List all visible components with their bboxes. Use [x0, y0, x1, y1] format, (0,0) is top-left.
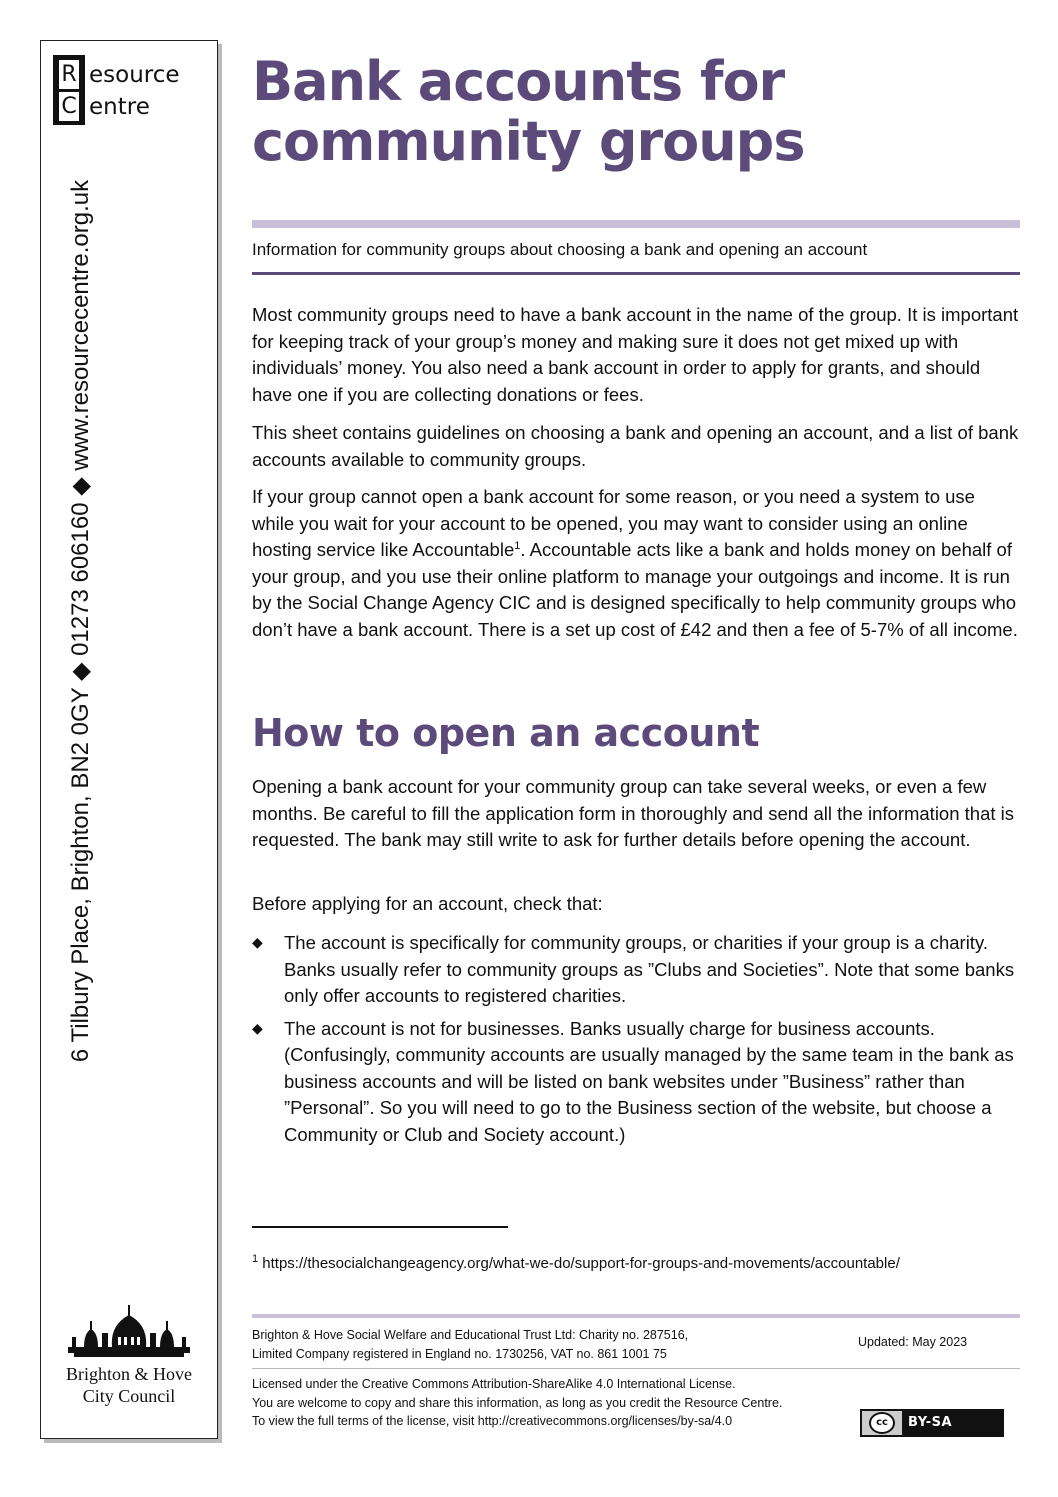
intro-paragraph-3 — [252, 484, 1020, 643]
list-item-text: The account is not for businesses. Banks usually charge for business accounts. (Confusingly, community accounts are usually managed by the same team in the bank as business accounts and will be listed on bank websites under ”Business” rather than ”Personal”. So you will need to go to the Business section of the website, but choose a Community or Club and Society account.) — [284, 1017, 1014, 1145]
logo-letter-c: C — [59, 92, 79, 121]
checklist — [252, 930, 1020, 1154]
section-paragraph-1: Opening a bank account for your community group can take several weeks, or even a few months. Be careful to fill the application form in thoroughly and send all the information that is requested. The bank may still write to ask for further details before opening the account. — [252, 776, 1015, 850]
intro-p3-text-after: . Accountable acts like a bank and holds money on behalf of your group, and you use their online platform to manage your outgoings and income. It is run by the Social Change Agency CIC and is designed specifically to help community groups who don’t have a bank account. There is a set up cost of £42 and then a fee of 5-7% of all income. — [252, 539, 1018, 640]
footer-divider — [252, 1314, 1020, 1318]
title-divider — [252, 220, 1020, 228]
cc-badge-label: BY-SA — [902, 1411, 1002, 1435]
section-paragraph-2: Before applying for an account, check that: — [252, 893, 603, 914]
logo-line-2: entre — [89, 94, 150, 120]
charity-line-1: Brighton & Hove Social Welfare and Educational Trust Ltd: Charity no. 287516, — [252, 1328, 689, 1342]
royal-pavilion-domes-icon — [64, 1303, 194, 1361]
subtitle-divider — [252, 272, 1020, 275]
creative-commons-icon — [860, 1409, 1004, 1437]
license-info — [252, 1375, 852, 1431]
page-title: Bank accounts for community groups — [252, 50, 805, 173]
council-name-line-1: Brighton & Hove — [66, 1364, 192, 1384]
list-item — [252, 1016, 1020, 1149]
logo-line-1: esource — [89, 62, 180, 88]
intro-paragraph-1: Most community groups need to have a bank account in the name of the group. It is important for keeping track of your group’s money and making sure it does not get mixed up with individuals’ money. You also need a bank account in order to apply for grants, and should have one if you are collecting donations or fees. — [252, 304, 1019, 405]
contact-address: 6 Tilbury Place, Brighton, BN2 0GY ◆ 01273 606160 ◆ www.resourcecentre.org.uk — [67, 179, 94, 1063]
charity-line-2: Limited Company registered in England no. 1730256, VAT no. 861 1001 75 — [252, 1347, 667, 1361]
resource-centre-logo-icon — [53, 55, 213, 131]
council-name-line-2: City Council — [82, 1386, 176, 1406]
license-line-3[interactable]: To view the full terms of the license, visit http://creativecommons.org/licenses/by-sa/4.0 — [252, 1414, 733, 1428]
footnote-link[interactable]: https://thesocialchangeagency.org/what-we-do/support-for-groups-and-movements/accountable/ — [258, 1255, 900, 1272]
page-subtitle: Information for community groups about choosing a bank and opening an account — [252, 240, 868, 259]
diamond-bullet-icon: ◆ — [252, 1020, 263, 1037]
license-line-2: You are welcome to copy and share this information, as long as you credit the Resource Centre. — [252, 1395, 783, 1410]
list-item-text: The account is specifically for community groups, or charities if your group is a charity. Banks usually refer to community groups as ”Clubs and Societies”. Note that some banks only offer accounts to registered charities. — [284, 932, 1015, 1006]
logo-frame — [53, 55, 85, 125]
footnote-reference: 1 — [514, 539, 521, 552]
charity-info — [252, 1326, 772, 1364]
footnote-divider — [252, 1226, 508, 1228]
list-item — [252, 930, 1020, 1010]
cc-badge-left — [862, 1411, 902, 1435]
footnote-marker: 1 — [252, 1253, 259, 1265]
footnote — [252, 1254, 1020, 1274]
intro-paragraph-2: This sheet contains guidelines on choosing a bank and opening an account, and a list of bank accounts available to community groups. — [252, 422, 1019, 470]
updated-date: Updated: May 2023 — [858, 1335, 968, 1349]
logo-letter-r: R — [59, 60, 79, 89]
contact-strip — [51, 171, 111, 1071]
sidebar — [40, 40, 218, 1439]
intro-p3-text-before: If your group cannot open a bank account for some reason, or you need a system to use while you wait for your account to be opened, you may want to consider using an online hosting service like Accountable — [252, 486, 975, 560]
license-line-1: Licensed under the Creative Commons Attribution-ShareAlike 4.0 International License. — [252, 1377, 736, 1391]
footer-thin-divider — [252, 1368, 1020, 1369]
diamond-bullet-icon: ◆ — [252, 935, 263, 951]
section-heading: How to open an account — [252, 711, 760, 755]
cc-badge-circle: cc — [869, 1412, 895, 1434]
council-logo — [49, 1303, 209, 1423]
